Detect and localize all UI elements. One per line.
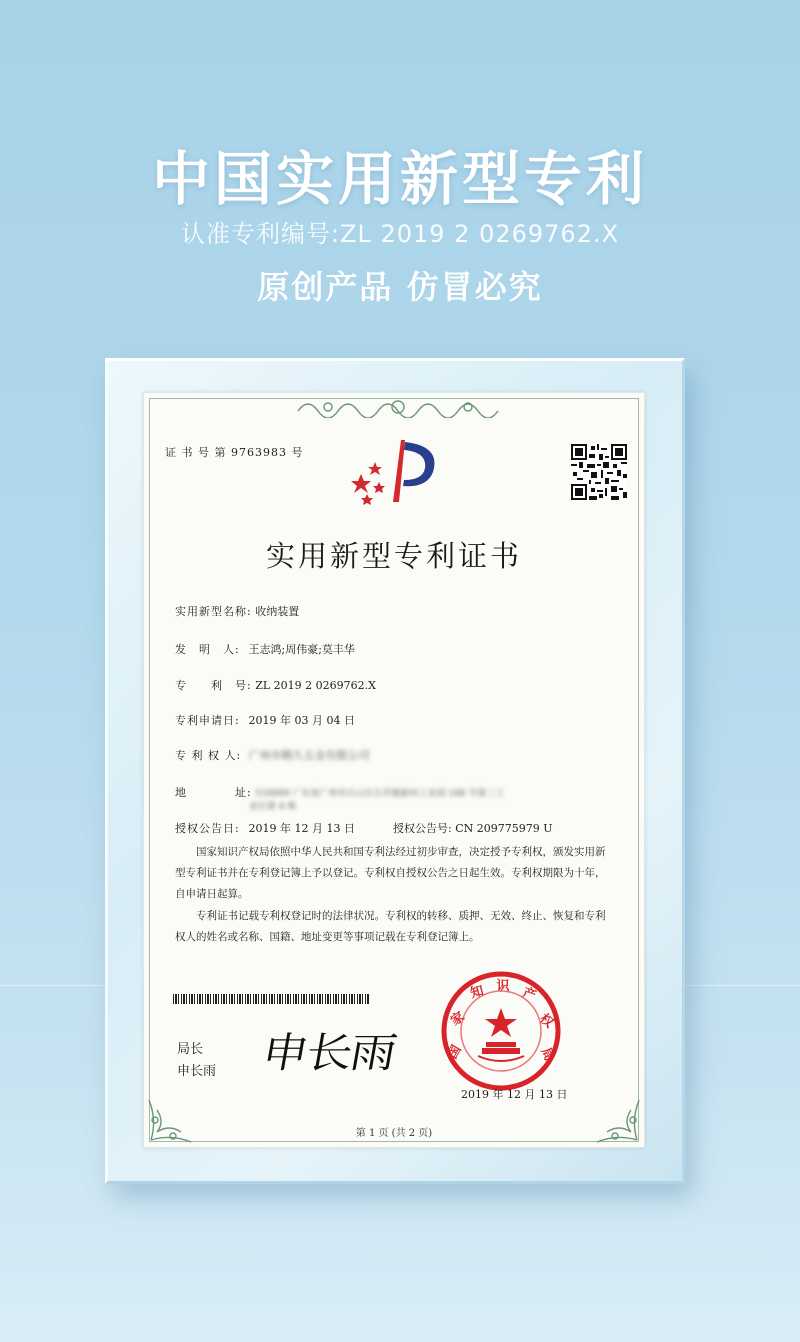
field-label: 专利申请日:	[175, 714, 240, 727]
qr-code-icon	[571, 444, 627, 500]
field-value-blurred: 广州市精久五金有限公司	[248, 749, 370, 762]
field-filing-date	[175, 712, 355, 728]
field-value: 2019 年 03 月 04 日	[248, 714, 355, 727]
field-grant-number	[393, 820, 553, 836]
director-label: 局长	[177, 1042, 204, 1057]
field-patentee	[175, 747, 370, 763]
certificate-title: 实用新型专利证书	[265, 539, 522, 573]
certificate-number: 证 书 号 第 9763983 号	[165, 446, 304, 459]
field-address	[175, 784, 504, 800]
svg-text:局: 局	[537, 1045, 557, 1064]
seal-date: 2019 年 12 月 13 日	[461, 1088, 568, 1101]
field-value-blurred: 业区第 4 栋	[249, 802, 297, 812]
field-label: 专 利 权 人:	[175, 749, 242, 762]
svg-text:产: 产	[520, 985, 538, 1004]
field-grant-date	[175, 820, 355, 836]
field-value: CN 209775979 U	[455, 822, 553, 835]
patent-number-banner: 认准专利编号:ZL 2019 2 0269762.X	[180, 220, 620, 248]
page-title: 中国实用新型专利	[151, 145, 648, 213]
field-value: ZL 2019 2 0269762.X	[255, 679, 376, 692]
page-number: 第 1 页 (共 2 页)	[355, 1128, 433, 1139]
svg-text:家: 家	[448, 1009, 468, 1030]
field-utility-model-name	[175, 603, 299, 619]
svg-text:国: 国	[445, 1042, 465, 1062]
cnipa-logo-icon	[349, 436, 441, 506]
field-label: 专 利 号:	[175, 679, 252, 692]
field-value: 王志鸿;周伟豪;莫丰华	[248, 643, 355, 656]
barcode	[173, 994, 369, 1004]
slogan: 原创产品 仿冒必究	[257, 268, 543, 306]
svg-text:识: 识	[496, 979, 510, 994]
top-ornament-icon	[293, 396, 503, 418]
field-value-blurred: 510000 广东省广州市白云区石井镇新村工业园 188 号第三工	[255, 789, 505, 799]
svg-text:知: 知	[468, 983, 486, 1002]
official-seal-icon	[440, 970, 562, 1092]
svg-text:权: 权	[536, 1011, 557, 1032]
field-inventor	[175, 641, 355, 657]
director-name: 申长雨	[177, 1064, 217, 1079]
field-label: 授权公告号:	[393, 822, 452, 835]
field-label: 实用新型名称:	[175, 605, 252, 618]
field-address-line2	[249, 799, 296, 812]
legal-status-paragraph: 专利证书记载专利权登记时的法律状况。专利权的转移、质押、无效、终止、恢复和专利权人的姓名或名称、国籍、地址变更等事项记载在专利登记簿上。	[175, 910, 606, 943]
field-label: 授权公告日:	[175, 822, 240, 835]
field-label: 地 址:	[175, 786, 252, 799]
grant-statement-paragraph: 国家知识产权局依照中华人民共和国专利法经过初步审查，决定授予专利权，颁发实用新型专利证书并在专利登记簿上予以登记。专利权自授权公告之日起生效。专利权期限为十年，自申请日起算。	[175, 846, 606, 900]
field-patent-number	[175, 677, 376, 693]
certificate-paper	[143, 392, 645, 1148]
field-label: 发 明 人:	[175, 643, 240, 656]
field-value: 收纳装置	[255, 605, 300, 618]
field-value: 2019 年 12 月 13 日	[248, 822, 355, 835]
director-signature: 申长雨	[258, 1028, 399, 1077]
